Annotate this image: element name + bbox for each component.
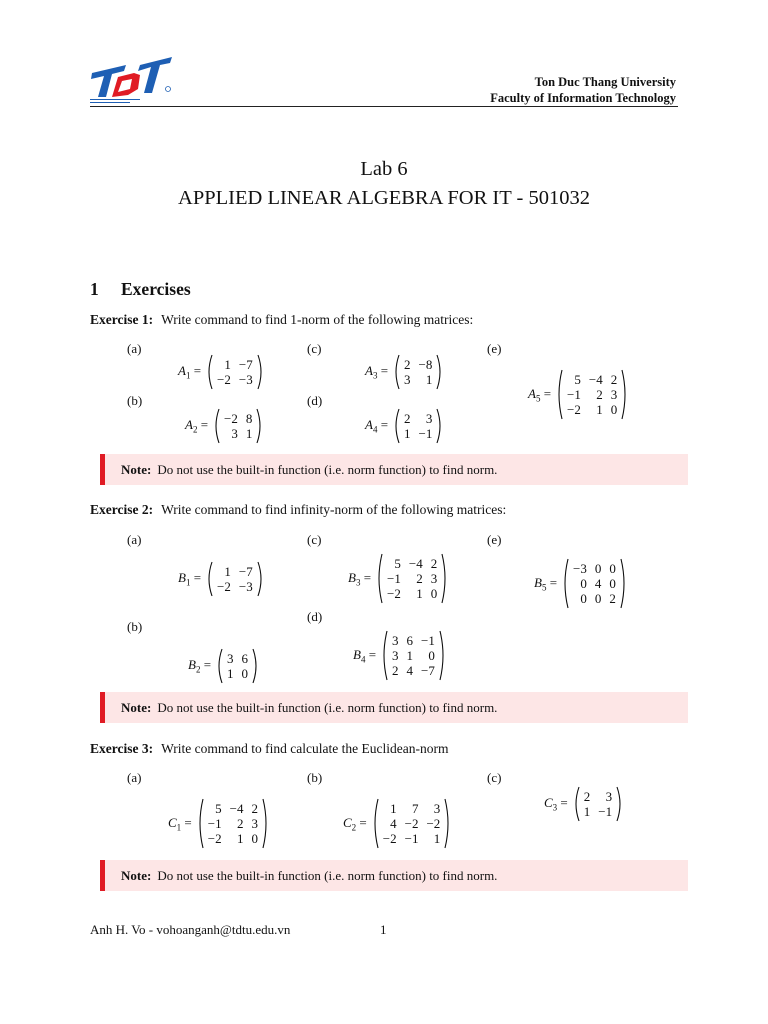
matrix-entries [388, 633, 439, 678]
matrix-cell: 2 [610, 372, 618, 387]
matrix-cell: −3 [573, 561, 587, 576]
left-paren [215, 648, 223, 684]
matrix-cell: −1 [567, 387, 581, 402]
matrix-name: $A_4$ = [365, 417, 389, 435]
matrix-cell: 4 [406, 663, 414, 678]
right-paren [262, 798, 270, 849]
left-paren [375, 553, 383, 604]
matrix-cell: 1 [404, 426, 411, 441]
matrix-cell: 0 [428, 648, 435, 663]
matrix-cell: −2 [224, 411, 238, 426]
matrix-entries [383, 556, 441, 601]
course-title: APPLIED LINEAR ALGEBRA FOR IT - 501032 [178, 187, 590, 209]
university-name: Ton Duc Thang University [534, 75, 676, 89]
section-label: Exercises [121, 279, 191, 299]
note-box [100, 692, 688, 723]
matrix-cell: 1 [224, 357, 231, 372]
matrix-entries [580, 789, 616, 819]
matrix-cell: −2 [404, 816, 419, 831]
matrix-cell: 5 [394, 556, 401, 571]
matrix-cell: 2 [609, 591, 616, 606]
matrix-entries [223, 651, 252, 681]
item-label: (c) [307, 532, 322, 547]
matrix [178, 561, 265, 597]
matrix-cell: 2 [404, 357, 411, 372]
header-institution [490, 74, 676, 106]
exercise-2-prompt [90, 502, 506, 518]
matrix-cell: 0 [251, 831, 258, 846]
matrix-cell: −3 [238, 372, 253, 387]
section-heading [90, 279, 191, 300]
matrix-cell: 1 [416, 586, 423, 601]
matrix-cell: 3 [404, 372, 411, 387]
matrix-cell: −1 [387, 571, 401, 586]
matrix-entries [220, 411, 256, 441]
matrix-cell: 3 [433, 801, 441, 816]
matrix [365, 408, 444, 444]
item-label: (c) [307, 341, 322, 356]
left-paren [196, 798, 204, 849]
note-text: Do not use the built-in function (i.e. norm function) to find norm. [157, 700, 498, 715]
matrix-cell: −7 [238, 357, 253, 372]
matrix-cell: −2 [567, 402, 581, 417]
exercise-1-text: Write command to find 1-norm of the following matrices: [161, 312, 474, 327]
matrix-cell: 0 [580, 591, 587, 606]
matrix-cell: 1 [583, 804, 591, 819]
matrix-cell: 1 [433, 831, 441, 846]
note-text: Do not use the built-in function (i.e. norm function) to find norm. [157, 868, 498, 883]
matrix [365, 354, 444, 390]
matrix-entries [400, 357, 436, 387]
right-paren [621, 369, 629, 420]
matrix-cell: 3 [251, 816, 258, 831]
matrix-cell: 2 [596, 387, 603, 402]
footer-author: Anh H. Vo - vohoanganh@tdtu.edu.vn [90, 922, 291, 937]
matrix-cell: 6 [406, 633, 414, 648]
matrix-name: $B_3$ = [348, 569, 372, 588]
matrix-cell: 5 [215, 801, 222, 816]
item-label: (e) [487, 532, 502, 547]
note-label: Note: [121, 462, 152, 477]
matrix-entries [213, 564, 257, 594]
matrix [185, 408, 264, 444]
matrix-entries [563, 372, 621, 417]
matrix-name: $B_1$ = [178, 570, 202, 588]
matrix-cell: −1 [404, 831, 419, 846]
item-label: (a) [127, 341, 142, 356]
matrix [178, 354, 265, 390]
matrix-cell: 2 [251, 801, 258, 816]
exercise-3-text: Write command to find calculate the Euclidean-norm [161, 741, 449, 756]
matrix-cell: 0 [430, 586, 438, 601]
left-paren [205, 354, 213, 390]
matrix-cell: −4 [588, 372, 603, 387]
matrix-cell: 4 [594, 576, 602, 591]
matrix-entries [204, 801, 262, 846]
item-label: (a) [127, 770, 142, 785]
right-paren [441, 553, 449, 604]
right-paren [257, 354, 265, 390]
matrix [353, 630, 447, 681]
matrix-name: $A_3$ = [365, 363, 389, 381]
header-rule [90, 106, 678, 107]
left-paren [212, 408, 220, 444]
matrix-name: $C_3$ = [544, 795, 568, 813]
matrix [168, 798, 270, 849]
matrix-cell: −2 [387, 586, 401, 601]
faculty-name: Faculty of Information Technology [490, 91, 676, 105]
matrix-cell: −4 [408, 556, 423, 571]
matrix-cell: −2 [207, 831, 222, 846]
note-label: Note: [121, 868, 152, 883]
matrix-cell: 1 [596, 402, 603, 417]
exercise-3-prompt [90, 741, 448, 757]
matrix-name: $B_4$ = [353, 646, 377, 665]
exercise-2-text: Write command to find infinity-norm of the following matrices: [161, 502, 507, 517]
matrix-cell: −4 [229, 801, 244, 816]
exercise-1-prompt [90, 312, 473, 328]
matrix [534, 558, 628, 609]
matrix-cell: 6 [241, 651, 249, 666]
matrix [343, 798, 452, 849]
matrix-cell: −2 [426, 816, 441, 831]
left-paren [392, 408, 400, 444]
matrix-cell: −7 [238, 564, 253, 579]
left-paren [555, 369, 563, 420]
matrix-name: $A_2$ = [185, 417, 209, 435]
right-paren [620, 558, 628, 609]
matrix-cell: 3 [231, 426, 238, 441]
right-paren [257, 561, 265, 597]
item-label: (e) [487, 341, 502, 356]
right-paren [436, 354, 444, 390]
matrix-name: $A_5$ = [528, 385, 552, 404]
matrix-entries [213, 357, 257, 387]
left-paren [371, 798, 379, 849]
matrix-cell: −1 [421, 633, 435, 648]
matrix-cell: 0 [609, 576, 616, 591]
matrix-cell: 3 [227, 651, 234, 666]
matrix-name: $C_1$ = [168, 814, 192, 833]
matrix-cell: 0 [594, 561, 602, 576]
matrix [528, 369, 629, 420]
matrix-entries [569, 561, 620, 606]
matrix-cell: 0 [241, 666, 249, 681]
item-label: (d) [307, 393, 323, 408]
matrix-name: $B_2$ = [188, 657, 212, 675]
matrix-name: $C_2$ = [343, 814, 367, 833]
matrix-cell: 7 [411, 801, 419, 816]
left-paren [205, 561, 213, 597]
matrix-cell: 3 [610, 387, 618, 402]
right-paren [439, 630, 447, 681]
matrix-cell: 1 [390, 801, 397, 816]
matrix-cell: 3 [392, 648, 399, 663]
matrix-cell: 2 [583, 789, 591, 804]
matrix-cell: −8 [418, 357, 433, 372]
matrix-cell: −1 [207, 816, 222, 831]
matrix-cell: 2 [236, 816, 244, 831]
matrix-cell: 2 [404, 411, 411, 426]
matrix-cell: −3 [238, 579, 253, 594]
item-label: (b) [127, 619, 143, 634]
right-paren [252, 648, 260, 684]
university-logo [88, 55, 176, 105]
matrix-cell: 0 [594, 591, 602, 606]
matrix-cell: −2 [382, 831, 397, 846]
note-text: Do not use the built-in function (i.e. norm function) to find norm. [157, 462, 498, 477]
page-number: 1 [380, 922, 387, 937]
matrix-cell: 4 [390, 816, 397, 831]
matrix-cell: 2 [416, 571, 423, 586]
matrix-cell: 3 [425, 411, 433, 426]
matrix-cell: 5 [574, 372, 581, 387]
matrix-name: $B_5$ = [534, 574, 558, 593]
lab-title: Lab 6 [360, 158, 408, 180]
matrix-cell: −7 [421, 663, 435, 678]
matrix-entries [400, 411, 436, 441]
right-paren [256, 408, 264, 444]
section-number: 1 [90, 279, 99, 299]
matrix-cell: 1 [425, 372, 433, 387]
matrix-cell: −2 [217, 579, 231, 594]
item-label: (b) [127, 393, 143, 408]
matrix-cell: 3 [392, 633, 399, 648]
exercise-2-label: Exercise 2: [90, 502, 154, 517]
matrix-cell: −1 [418, 426, 433, 441]
matrix-cell: 3 [430, 571, 438, 586]
matrix-cell: 2 [392, 663, 399, 678]
left-paren [392, 354, 400, 390]
matrix-name: $A_1$ = [178, 363, 202, 381]
matrix-cell: 1 [245, 426, 253, 441]
exercise-1-label: Exercise 1: [90, 312, 154, 327]
note-box [100, 860, 688, 891]
matrix-cell: 0 [609, 561, 616, 576]
matrix-cell: 8 [245, 411, 253, 426]
matrix-cell: −1 [598, 804, 613, 819]
note-label: Note: [121, 700, 152, 715]
note-box [100, 454, 688, 485]
matrix-entries [379, 801, 445, 846]
item-label: (c) [487, 770, 502, 785]
exercise-3-label: Exercise 3: [90, 741, 154, 756]
right-paren [616, 786, 624, 822]
right-paren [444, 798, 452, 849]
left-paren [572, 786, 580, 822]
left-paren [380, 630, 388, 681]
matrix-cell: 2 [430, 556, 438, 571]
item-label: (b) [307, 770, 323, 785]
matrix-cell: −2 [217, 372, 231, 387]
matrix-cell: 1 [227, 666, 234, 681]
matrix [544, 786, 624, 822]
matrix [348, 553, 449, 604]
item-label: (d) [307, 609, 323, 624]
right-paren [436, 408, 444, 444]
matrix-cell: 0 [580, 576, 587, 591]
matrix-cell: 0 [610, 402, 618, 417]
matrix-cell: 1 [406, 648, 414, 663]
item-label: (a) [127, 532, 142, 547]
matrix-cell: 3 [605, 789, 613, 804]
left-paren [561, 558, 569, 609]
matrix-cell: 1 [224, 564, 231, 579]
matrix [188, 648, 260, 684]
matrix-cell: 1 [236, 831, 244, 846]
